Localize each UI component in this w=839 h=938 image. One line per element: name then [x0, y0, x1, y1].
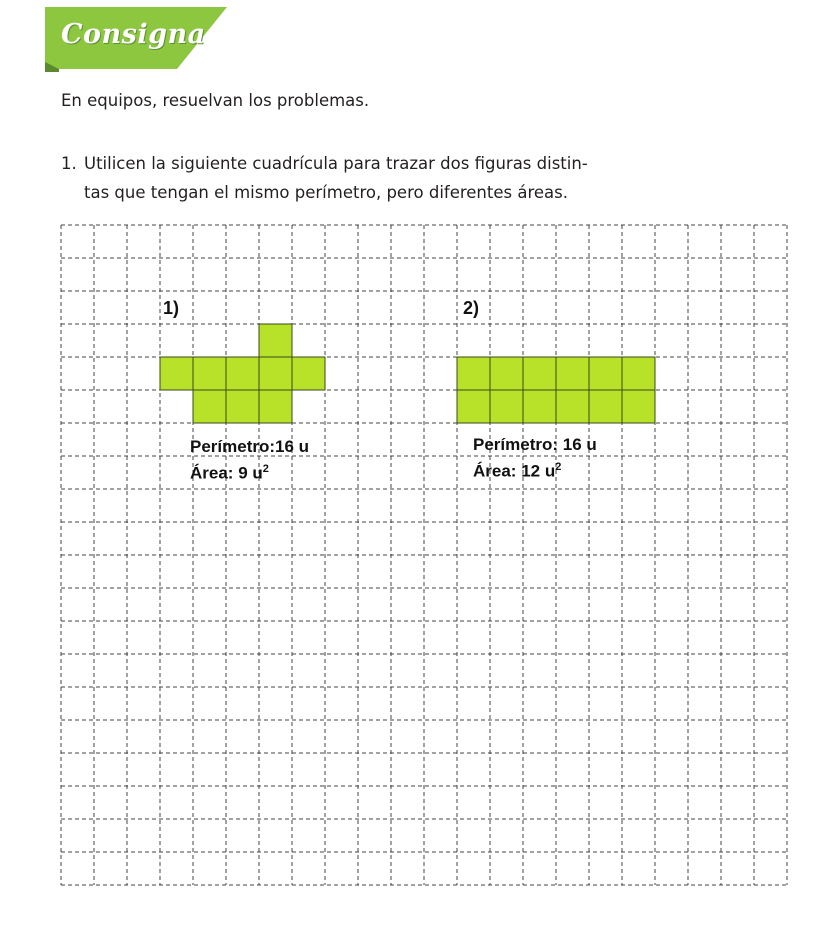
figure-1-cell	[193, 390, 226, 423]
figure-2-perimeter-value: 16 u	[562, 435, 597, 454]
figure-2-perimeter	[473, 434, 597, 456]
figure-2-area-label: Área:	[473, 461, 517, 481]
problem-line-2: tas que tengan el mismo perímetro, pero diferentes áreas.	[84, 183, 568, 202]
figure-2-cell	[589, 357, 622, 390]
figure-1-shape	[160, 324, 325, 423]
figure-2-cell	[490, 390, 523, 423]
figure-1-perimeter-label: Perímetro:	[190, 437, 276, 456]
figure-1-cell	[193, 357, 226, 390]
figure-2-cell	[589, 390, 622, 423]
figure-2-cell	[457, 357, 490, 390]
figure-2-cell	[622, 390, 655, 423]
figure-2-cell	[523, 357, 556, 390]
figure-2-cell	[556, 357, 589, 390]
figure-1-measurements	[190, 436, 309, 485]
dashed-grid	[61, 225, 787, 885]
problem-line-1: Utilicen la siguiente cuadrícula para trazar dos figuras distin-	[84, 154, 588, 173]
figure-1-label: 1)	[163, 298, 180, 318]
figure-1-area	[190, 458, 309, 485]
figure-1-area-label: Área:	[190, 463, 234, 483]
figure-1-perimeter	[190, 436, 309, 458]
figure-1-cell	[259, 357, 292, 390]
figure-1-cell	[160, 357, 193, 390]
problem-number: 1.	[61, 154, 77, 173]
figure-1-cell	[226, 357, 259, 390]
figure-2-perimeter-label: Perímetro:	[473, 435, 559, 454]
figure-2-area-exponent: 2	[555, 461, 562, 473]
figure-1-cell	[292, 357, 325, 390]
banner-title: Consigna	[61, 19, 206, 50]
figure-1-cell	[259, 324, 292, 357]
figure-2-cell	[556, 390, 589, 423]
figure-1-area-value: 9 u	[238, 463, 263, 483]
figure-2-cell	[490, 357, 523, 390]
figure-2-label: 2)	[463, 298, 480, 318]
figure-1-area-exponent: 2	[262, 463, 269, 475]
figure-2-cell	[622, 357, 655, 390]
figure-1-perimeter-value: 16 u	[275, 437, 310, 456]
figure-2-measurements	[473, 434, 597, 483]
figure-2-cell	[457, 390, 490, 423]
figure-2-shape	[457, 357, 655, 423]
figure-2-cell	[523, 390, 556, 423]
figure-1-cell	[226, 390, 259, 423]
instructions-text: En equipos, resuelvan los problemas.	[61, 91, 370, 110]
figure-1-cell	[259, 390, 292, 423]
figure-2-area	[473, 456, 597, 483]
figure-2-area-value: 12 u	[521, 461, 556, 481]
